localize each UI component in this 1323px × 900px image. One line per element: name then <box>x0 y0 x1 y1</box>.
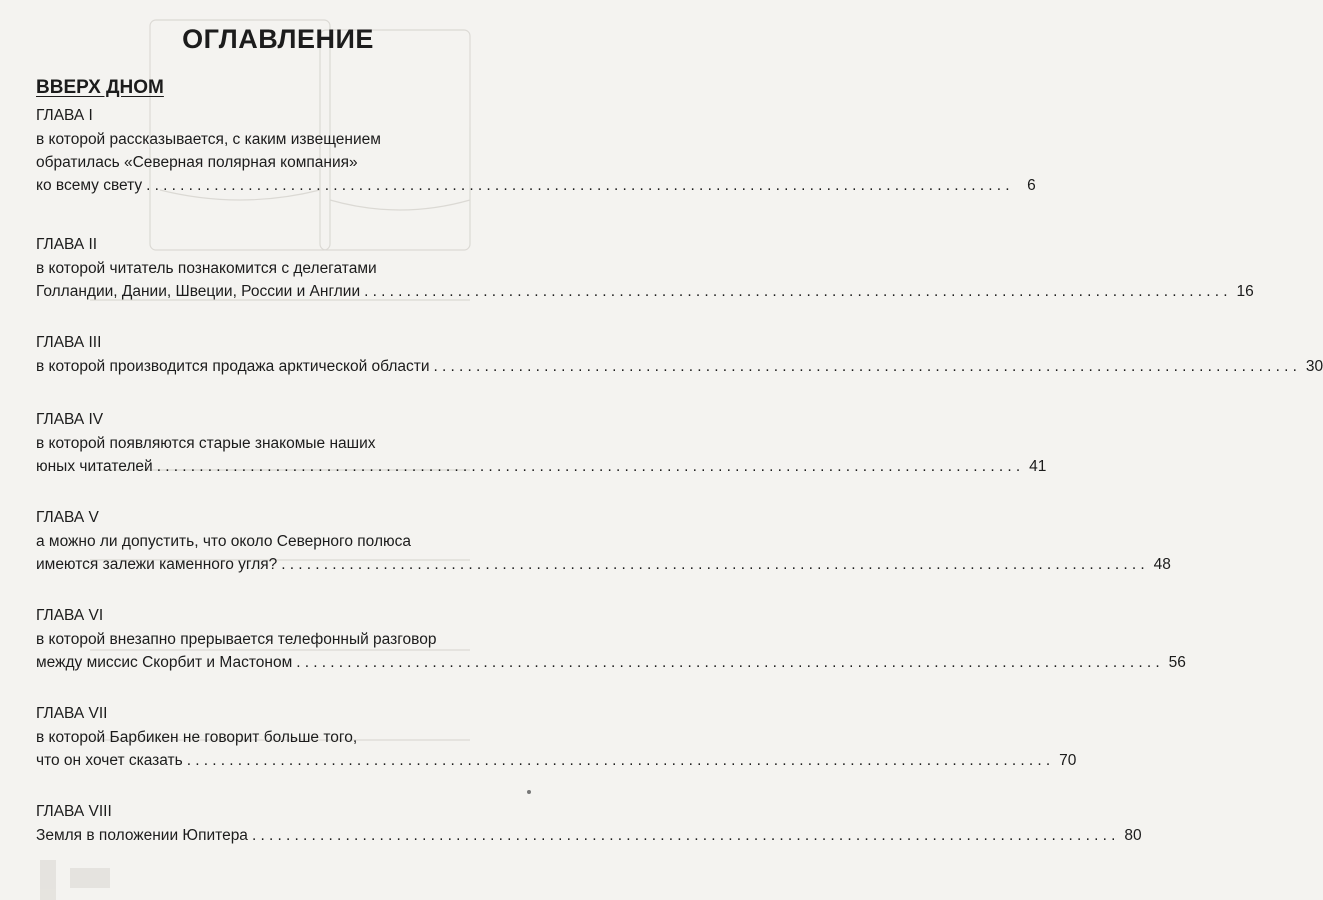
page-number: 16 <box>1236 283 1254 300</box>
dot-leader: ...................................................................................................... <box>186 752 1055 769</box>
chapter-last-line <box>36 355 1323 378</box>
chapter-text-line: в которой Барбикен не говорит больше того, <box>36 729 358 746</box>
chapter-last-line <box>36 280 1254 303</box>
chapter-description <box>36 628 1186 674</box>
dot-leader: ...................................................................................................... <box>296 654 1164 671</box>
dot-leader: ...................................................................................................... <box>364 283 1232 300</box>
page-speck <box>527 790 531 794</box>
chapter-text-line: в которой рассказывается, с каким извещением <box>36 131 381 148</box>
chapter-last-line <box>36 651 1186 674</box>
chapter-label: ГЛАВА III <box>36 334 102 351</box>
toc-entry-chapter-3 <box>36 331 1323 378</box>
chapter-description <box>36 824 1142 847</box>
page-number: 80 <box>1124 827 1142 844</box>
chapter-label: ГЛАВА IV <box>36 411 104 428</box>
chapter-text-line: в которой производится продажа арктической области <box>36 358 430 375</box>
chapter-text-line: обратилась «Северная полярная компания» <box>36 154 358 171</box>
chapter-label: ГЛАВА VII <box>36 705 108 722</box>
chapter-description <box>36 432 1047 478</box>
dot-leader: ...................................................................................................... <box>146 177 1014 194</box>
chapter-text-line: а можно ли допустить, что около Северного полюса <box>36 533 411 550</box>
chapter-description <box>36 257 1254 303</box>
chapter-description <box>36 355 1323 378</box>
page-number: 70 <box>1059 752 1077 769</box>
page-number: 6 <box>1027 177 1036 194</box>
chapter-last-line <box>36 553 1171 576</box>
dot-leader: ...................................................................................................... <box>251 827 1120 844</box>
chapter-description <box>36 128 1036 197</box>
toc-title: ОГЛАВЛЕНИЕ <box>182 24 374 54</box>
page-number: 48 <box>1153 556 1171 573</box>
page-number: 56 <box>1168 654 1186 671</box>
chapter-text-line: имеются залежи каменного угля? <box>36 556 278 573</box>
toc-entry-chapter-2 <box>36 233 1254 303</box>
toc-entry-chapter-5 <box>36 506 1171 576</box>
chapter-last-line <box>36 824 1142 847</box>
chapter-label: ГЛАВА VIII <box>36 803 112 820</box>
page-number: 30 <box>1305 358 1323 375</box>
chapter-label: ГЛАВА I <box>36 107 93 124</box>
chapter-description <box>36 726 1077 772</box>
dot-leader: ...................................................................................................... <box>156 458 1025 475</box>
chapter-text-line: в которой появляются старые знакомые наших <box>36 435 376 452</box>
toc-entry-chapter-8 <box>36 800 1142 847</box>
dot-leader: ...................................................................................................... <box>281 556 1149 573</box>
toc-entry-chapter-7 <box>36 702 1077 772</box>
table-of-contents <box>36 20 1323 847</box>
chapter-label: ГЛАВА VI <box>36 607 104 624</box>
chapter-last-line <box>36 455 1047 478</box>
toc-entry-chapter-6 <box>36 604 1186 674</box>
chapter-last-line <box>36 174 1036 197</box>
dot-leader: ...................................................................................................... <box>433 358 1302 375</box>
chapter-text-line: Земля в положении Юпитера <box>36 827 248 844</box>
chapter-description <box>36 530 1171 576</box>
toc-entry-chapter-4 <box>36 408 1047 478</box>
toc-entry-chapter-1 <box>36 104 1036 197</box>
chapter-text-line: что он хочет сказать <box>36 752 183 769</box>
chapter-text-line: Голландии, Дании, Швеции, России и Англии <box>36 283 361 300</box>
chapter-text-line: в которой читатель познакомится с делегатами <box>36 260 377 277</box>
chapter-label: ГЛАВА V <box>36 509 99 526</box>
chapter-text-line: в которой внезапно прерывается телефонный разговор <box>36 631 437 648</box>
chapter-text-line: юных читателей <box>36 458 153 475</box>
chapter-text-line: между миссис Скорбит и Мастоном <box>36 654 293 671</box>
page-number: 41 <box>1029 458 1047 475</box>
chapter-last-line <box>36 749 1077 772</box>
chapter-text-line: ко всему свету <box>36 177 143 194</box>
chapter-label: ГЛАВА II <box>36 236 98 253</box>
part-title: ВВЕРХ ДНОМ <box>36 77 164 98</box>
